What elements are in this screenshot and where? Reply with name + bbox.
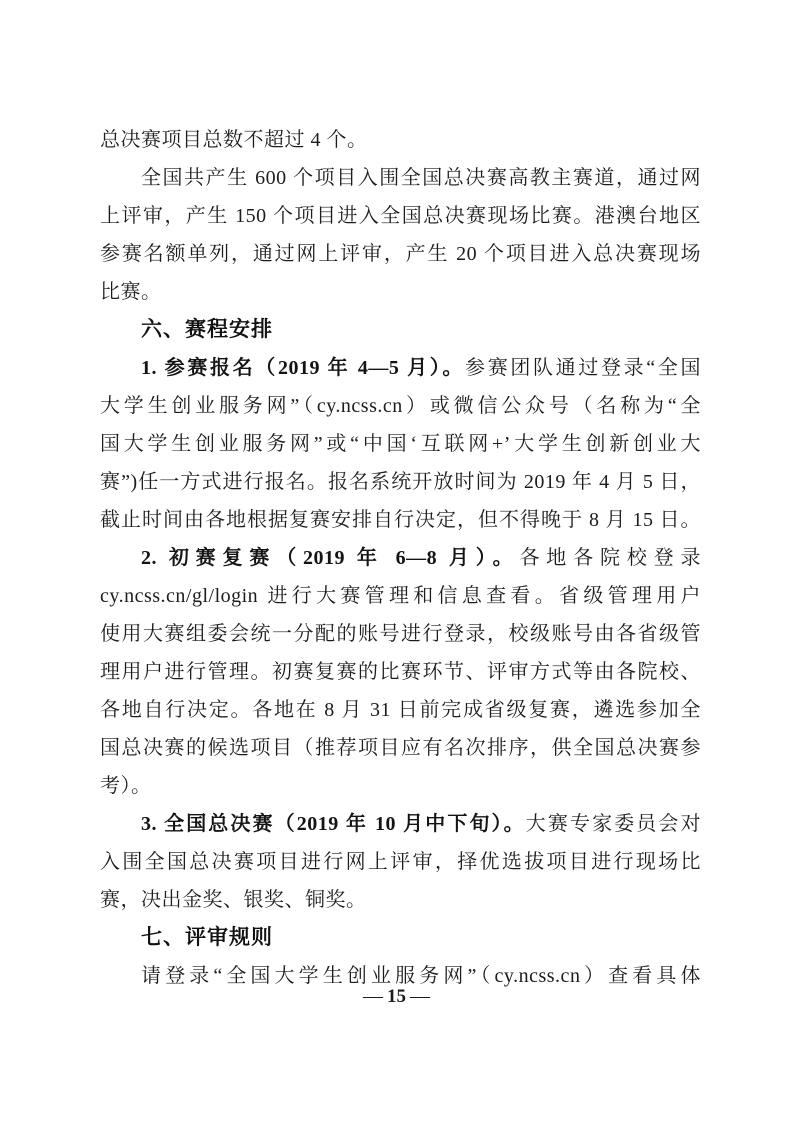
body-line: 国总决赛的候选项目（推荐项目应有名次排序，供全国总决赛参 (100, 737, 701, 759)
section-heading-6: 六、赛程安排 (141, 318, 273, 341)
body-line: 截止时间由各地根据复赛安排自行决定，但不得晚于 8 月 15 日。 (100, 509, 701, 531)
body-line (100, 805, 701, 843)
page-number: 15 (387, 986, 406, 1007)
page-footer (0, 985, 793, 1008)
body-line: 总决赛项目总数不超过 4 个。 (100, 129, 368, 151)
footer-left-dash: — (363, 985, 383, 1007)
footer-right-dash: — (410, 985, 430, 1007)
numbered-item-label: 2. 初赛复赛（2019 年 6—8 月）。 (141, 547, 520, 569)
body-line: 入围全国总决赛项目进行网上评审，择优选拔项目进行现场比 (100, 851, 701, 873)
body-line: 各地自行决定。各地在 8 月 31 日前完成省级复赛，遴选参加全 (100, 699, 701, 721)
body-line: 赛，决出金奖、银奖、铜奖。 (100, 889, 367, 911)
numbered-item-label: 1. 参赛报名（2019 年 4—5 月）。 (141, 357, 466, 379)
body-line: 国大学生创业服务网”或“中国‘互联网+’大学生创新创业大 (100, 433, 701, 455)
numbered-item-label: 3. 全国总决赛（2019 年 10 月中下旬）。 (141, 813, 526, 835)
line-text: 大赛专家委员会对 (525, 813, 702, 835)
body-line: 考）。 (100, 775, 152, 797)
body-line: 大学生创业服务网”（cy.ncss.cn）或微信公众号（名称为“全 (100, 395, 701, 417)
body-line: 赛”)任一方式进行报名。报名系统开放时间为 2019 年 4 月 5 日， (100, 471, 701, 493)
body-line: 使用大赛组委会统一分配的账号进行登录，校级账号由各省级管 (100, 623, 701, 645)
body-line: 上评审，产生 150 个项目进入全国总决赛现场比赛。港澳台地区 (100, 205, 701, 227)
body-line (100, 539, 701, 577)
document-text-block (100, 121, 701, 995)
section-heading-7: 七、评审规则 (141, 926, 273, 949)
body-line: 比赛。 (100, 281, 162, 303)
body-line: 全国共产生 600 个项目入围全国总决赛高教主赛道，通过网 (141, 167, 701, 189)
body-line (100, 349, 701, 387)
body-line: cy.ncss.cn/gl/login 进行大赛管理和信息查看。省级管理用户 (100, 585, 701, 607)
body-line: 请登录“全国大学生创业服务网”（cy.ncss.cn）查看具体 (141, 965, 701, 987)
body-line: 参赛名额单列，通过网上评审，产生 20 个项目进入总决赛现场 (100, 243, 701, 265)
line-text: 各地各院校登录 (519, 547, 702, 569)
line-text: 参赛团队通过登录“全国 (465, 357, 701, 379)
body-line: 理用户进行管理。初赛复赛的比赛环节、评审方式等由各院校、 (100, 661, 701, 683)
